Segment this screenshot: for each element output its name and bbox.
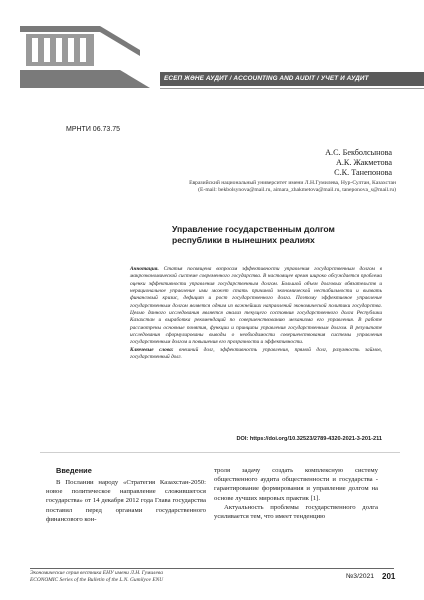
abstract-block (130, 266, 382, 361)
abstract-label: Аннотация. (130, 266, 159, 272)
doi-link[interactable]: DOI: https://doi.org/10.32523/2789-4320-2021-3-201-211 (236, 436, 382, 442)
section-title: ЕСЕП ЖӘНЕ АУДИТ / ACCOUNTING AND AUDIT / УЧЕТ И АУДИТ (164, 75, 369, 82)
journal-name (30, 570, 163, 584)
abstract-text: Статья посвящена вопросам эффективности управления государственным долгом в макроэкономической системе современного государства. В настоящее время широко обсуждается проблема оценки эффективности управления государственным долгом. Большой объем долговых обязательств и нерациональное управление ими может стать причиной экономической нестабильности и вызвать финансовый кризис, дефицит и рост государственного долга. Поэтому эффективное управление государственным долгом является одним из важнейших направлений экономической политики государства. Целью данного исследования является анализ текущего состояния государственного долга Республики Казахстан и выработка рекомендаций по совершенствованию механизма его управления. В работе рассмотрены основные понятия, функции и принципы управления государственным долгом. В результате исследования сформулированы выводы о необходимости совершенствования системы управления государственным долгом и повышения его прозрачности и эффективности. (130, 266, 382, 346)
journal-logo (20, 20, 160, 90)
author-name: А.К. Жакметова (335, 158, 392, 167)
header-divider (160, 88, 424, 89)
affiliation-emails: (E-mail: bekbolsynova@mail.ru, aimara_zhakmetova@mail.ru, taneponova_s@mail.ru) (198, 187, 396, 193)
page-number: 201 (382, 572, 396, 581)
footer-divider (30, 568, 394, 569)
keywords-text: внешний долг, эффективность управления, прямой долг, разумность займов, государственный долг. (130, 346, 382, 361)
intro-right-column (214, 466, 378, 521)
udc-code: МРНТИ 06.73.75 (66, 126, 121, 133)
issue-number: №3/2021 (346, 573, 375, 580)
intro-heading: Введение (56, 466, 92, 475)
article-title: Управление государственным долгом республики в нынешних реалиях (172, 224, 335, 245)
intro-left-column: В Послании народу «Стратегия Казахстан-2050: новое политическое направление сложившегося государства» от 14 декабря 2012 года Глава государства поставил перед органами государственного финансового кон- (46, 479, 206, 523)
section-divider (40, 452, 400, 453)
keywords-label: Ключевые слова: (130, 346, 174, 353)
section-header-band (160, 72, 424, 86)
affiliation-institution: Евразийский национальный университет имени Л.Н.Гумилева, Нур-Султан, Казахстан (189, 180, 396, 186)
intro-paragraph: троля задачу создать комплексную систему общественного аудита общественности и государства - гарантирование формирования и управление долгом на основе лучших мировых практик [1]. (214, 467, 378, 502)
journal-name-en: ECONOMIC Series of the Bulletin of the L.N. Gumilyov ENU (30, 577, 164, 583)
affiliation (176, 180, 396, 194)
intro-paragraph: Актуальность проблемы государственного долга усиливается тем, что имеет тенденцию (214, 503, 378, 521)
author-list (325, 148, 392, 178)
author-name: С.К. Танепонова (334, 168, 392, 177)
journal-name-kz: Экономические серия вестника ЕНУ имени Л.Н. Гумилева (30, 570, 163, 576)
author-name: А.С. Бекболсынова (325, 148, 392, 157)
